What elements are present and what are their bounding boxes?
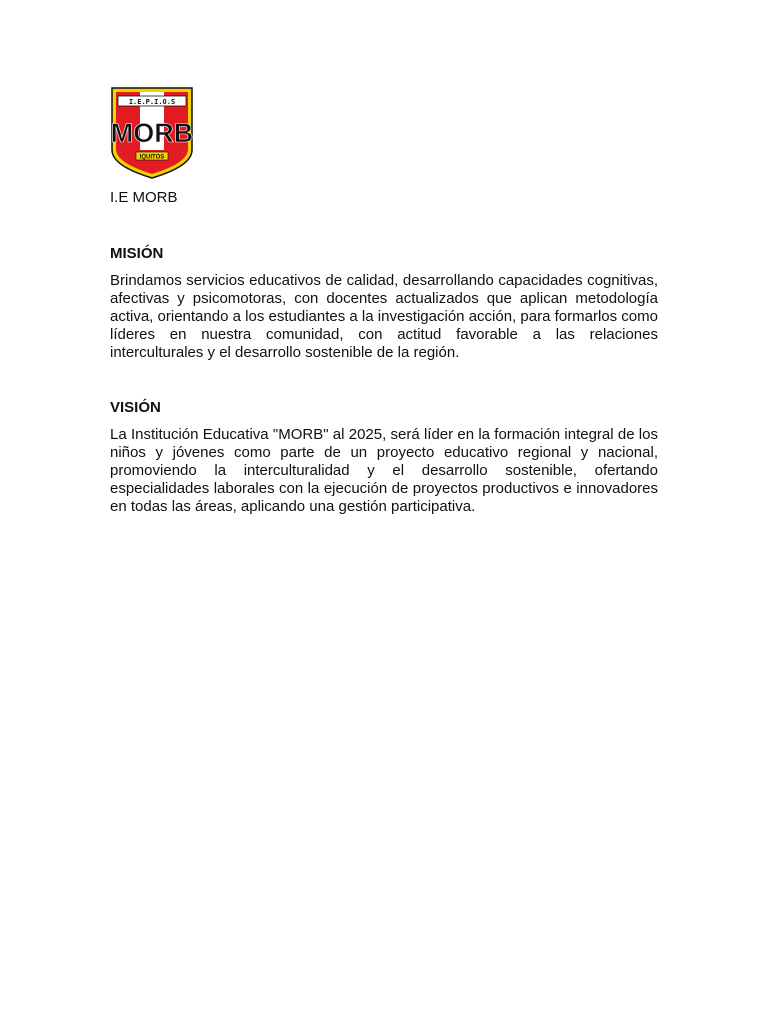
- institution-name: I.E MORB: [110, 189, 178, 206]
- logo-bottom-text: IQUITOS: [139, 154, 165, 161]
- vision-heading: VISIÓN: [110, 399, 161, 416]
- logo-main-text: MORB: [110, 118, 194, 148]
- mision-paragraph: Brindamos servicios educativos de calidad, desarrollando capacidades cognitivas, afectivas y psicomotoras, con docentes actualizados que aplican metodología activa, orientando a los estudiantes a la investigación acción, para formarlos como líderes en nuestra comunidad, con actitud favorable a las relaciones interculturales y el desarrollo sostenible de la región.: [110, 272, 658, 361]
- logo-top-text: I.E.P.I.O.S: [128, 98, 176, 106]
- school-crest-logo: [110, 86, 194, 180]
- mision-heading: MISIÓN: [110, 245, 164, 262]
- vision-paragraph: La Institución Educativa "MORB" al 2025, será líder en la formación integral de los niños y jóvenes como parte de un proyecto educativo regional y nacional, promoviendo la interculturalidad y el desarrollo sostenible, ofertando especialidades laborales con la ejecución de proyectos productivos e innovadores en todas las áreas, aplicando una gestión participativa.: [110, 426, 658, 515]
- document-page: [110, 86, 658, 516]
